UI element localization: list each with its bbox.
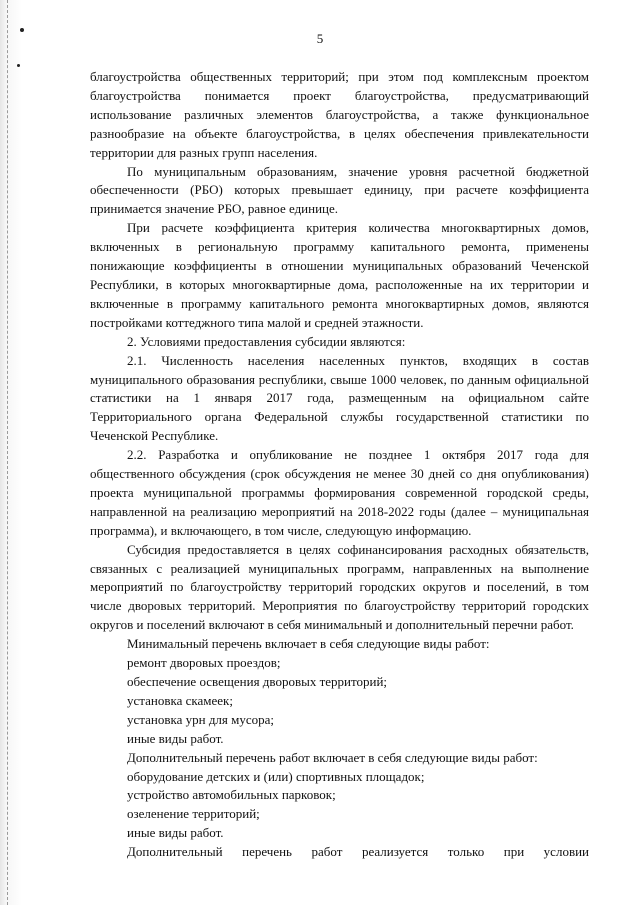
list-item: иные виды работ. — [127, 825, 224, 841]
paragraph-closing: Дополнительный перечень работ реализуется только при условии — [127, 844, 589, 860]
list-item: иные виды работ. — [127, 730, 224, 746]
paragraph-conditions-heading: 2. Условиями предоставления субсидии являются: — [127, 333, 406, 349]
scan-speck — [17, 64, 20, 67]
list-item: обеспечение освещения дворовых территорий; — [127, 674, 388, 689]
document-body — [90, 68, 589, 862]
list-item: установка урн для мусора; — [127, 711, 275, 727]
page-number: 5 — [316, 31, 324, 46]
list-item: оборудование детских и (или) спортивных площадок; — [127, 768, 425, 784]
list-item: установка скамеек; — [127, 692, 233, 708]
paragraph-condition-2-1: 2.1. Численность населения населенных пунктов, входящих в состав муниципального образования республики, свыше 1000 человек, по данным официальной статистики на 1 января 2017 года, размещенным на официальном сайте Территориального органа Федеральной службы государственной статистики по Чеченской Республике. — [90, 352, 589, 444]
minimal-list-intro: Минимальный перечень включает в себя следующие виды работ: — [127, 636, 490, 652]
additional-works-list — [90, 749, 589, 844]
paragraph-coefficient: При расчете коэффициента критерия количества многоквартирных домов, включенных в региональную программу капитального ремонта, применены понижающие коэффициенты в отношении муниципальных образований Чеченской Республики, в которых многоквартирные дома, расположенные на их территории и включенные в программу капитального ремонта многоквартирных домов, являются постройками коттеджного типа малой и средней этажности. — [90, 220, 589, 330]
minimal-works-list — [90, 635, 589, 748]
paragraph-continuation: благоустройства общественных территорий; при этом под комплексным проектом благоустройства понимается проект благоустройства, предусматривающий использование различных элементов благоустройства, а также функциональное разнообразие на объекте благоустройства, в целях обеспечения привлекательности территории для разных групп населения. — [90, 69, 589, 160]
paragraph-rbo: По муниципальным образованиям, значение уровня расчетной бюджетной обеспеченности (РБО) которых превышает единицу, при расчете коэффициента принимается значение РБО, равное единице. — [90, 163, 589, 217]
paragraph-subsidy: Субсидия предоставляется в целях софинансирования расходных обязательств, связанных с реализацией муниципальных программ, направленных на выполнение мероприятий по благоустройству территорий городских округов и поселений, в том числе дворовых территорий. Мероприятия по благоустройству территорий городских округов и поселений включают в себя минимальный и дополнительный перечни работ. — [90, 541, 589, 633]
list-item: ремонт дворовых проездов; — [127, 655, 281, 671]
paragraph-condition-2-2: 2.2. Разработка и опубликование не позднее 1 октября 2017 года для общественного обсуждения (срок обсуждения не менее 30 дней со дня опубликования) проекта муниципальной программы формирования современной городской среды, направленной на реализацию мероприятий на 2018-2022 годы (далее – муниципальная программа), и включающего, в том числе, следующую информацию. — [90, 447, 589, 538]
additional-list-intro: Дополнительный перечень работ включает в себя следующие виды работ: — [127, 749, 538, 765]
scan-fold-line — [7, 0, 8, 905]
list-item: озеленение территорий; — [127, 806, 260, 822]
scan-edge — [0, 0, 22, 905]
list-item: устройство автомобильных парковок; — [127, 787, 336, 803]
